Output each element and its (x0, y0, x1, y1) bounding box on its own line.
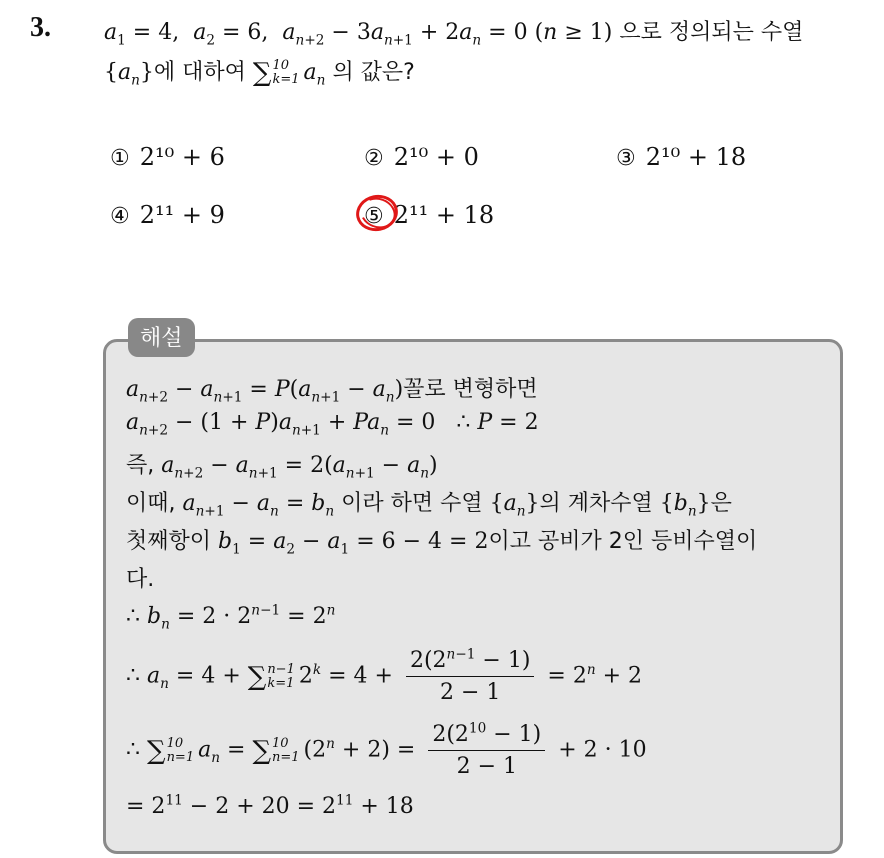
choice-5[interactable] (364, 201, 494, 229)
choice-1[interactable] (110, 143, 225, 171)
choice-4-text: 2¹¹ + 9 (139, 201, 225, 229)
question-line-1: $a_1 = 4$, $a_2 = 6$, $a_{n+2} - 3a_{n+1} + 2a_n = 0$ (n ≥ 1) 으로 정의되는 수열 (104, 20, 804, 49)
question-line-2-suffix: 에 대하여 (153, 60, 246, 85)
solution-line-4-c: 의 계차수열 (539, 491, 653, 516)
choice-2[interactable] (364, 143, 479, 171)
solution-line-5: 첫째항이 $b_1 = a_2 - a_1 = 6 - 4 = 2$이고 공비가 2인 등비수열이 (126, 529, 758, 558)
solution-line-4: 이때, $a_{n+1} - a_n = b_n$ 이라 하면 수열 $\{a_n\}$의 계차수열 $\{b_n\}$은 (126, 491, 732, 520)
question-line-1-suffix: 으로 정의되는 수열 (619, 20, 804, 45)
choice-3[interactable] (616, 143, 746, 171)
choice-3-text: 2¹⁰ + 18 (645, 143, 747, 171)
solution-line-3: 즉, $a_{n+2} - a_{n+1} = 2(a_{n+1} - a_n)$ (126, 453, 438, 482)
choice-1-symbol: ① (110, 146, 130, 171)
solution-line-4-d: 은 (710, 491, 732, 516)
choice-2-text: 2¹⁰ + 0 (393, 143, 479, 171)
choice-4[interactable] (110, 201, 225, 229)
question-line-2: $\{a_n\}$에 대하여 ∑ 10 k=1 $a_n$ 의 값은? (104, 58, 415, 89)
choice-3-symbol: ③ (616, 146, 636, 171)
question-number: 3. (30, 12, 51, 43)
solution-line-1: $a_{n+2} - a_{n+1} = P(a_{n+1} - a_n)$꼴로 변형하면 (126, 377, 538, 406)
fraction-2: $\frac{2(2^{10} - 1)}{2 - 1}$ (428, 722, 545, 779)
solution-line-4-a: 이때, (126, 491, 176, 516)
question-text (104, 14, 874, 92)
choice-5-symbol: ⑤ (364, 204, 384, 229)
solution-line-7: ∴ $b_n = 2 \cdot 2^{n-1} = 2^n$ (126, 602, 336, 633)
solution-line-9: ∴ ∑ 10 n=1 $a_n$ = ∑ 10 n=1 $(2^n + 2)$ = $\frac{2(2^{10} - 1)}{2 - 1}$ + 2 · 10 (126, 720, 647, 779)
solution-line-3-prefix: 즉, (126, 453, 155, 478)
choice-5-text: 2¹¹ + 18 (393, 201, 495, 229)
solution-line-8: ∴ $a_n = 4$ + ∑ n−1 k=1 $2^k = 4$ + $\frac{2(2^{n-1} - 1)}{2 - 1}$ = $2^n + 2$ (126, 646, 643, 705)
solution-line-4-b: 이라 하면 수열 (341, 491, 483, 516)
solution-line-2: $a_{n+2} - (1 + P)a_{n+1} + Pa_n = 0$ ∴ P = 2 (126, 410, 539, 439)
solution-line-1-text: 꼴로 변형하면 (403, 377, 538, 402)
question-line-2-tail: 의 값은? (332, 60, 415, 85)
solution-line-5-b: 이고 공비가 2인 등비수열이 (488, 529, 758, 554)
solution-line-5-a: 첫째항이 (126, 529, 212, 554)
choice-2-symbol: ② (364, 146, 384, 171)
solution-line-10: = $2^{11} - 2 + 20 = 2^{11} + 18$ (126, 792, 414, 819)
choice-1-text: 2¹⁰ + 6 (139, 143, 225, 171)
fraction-1: $\frac{2(2^{n-1} - 1)}{2 - 1}$ (406, 648, 534, 705)
choice-4-symbol: ④ (110, 204, 130, 229)
solution-line-6: 다. (126, 567, 155, 592)
solution-label: 해설 (128, 318, 195, 357)
